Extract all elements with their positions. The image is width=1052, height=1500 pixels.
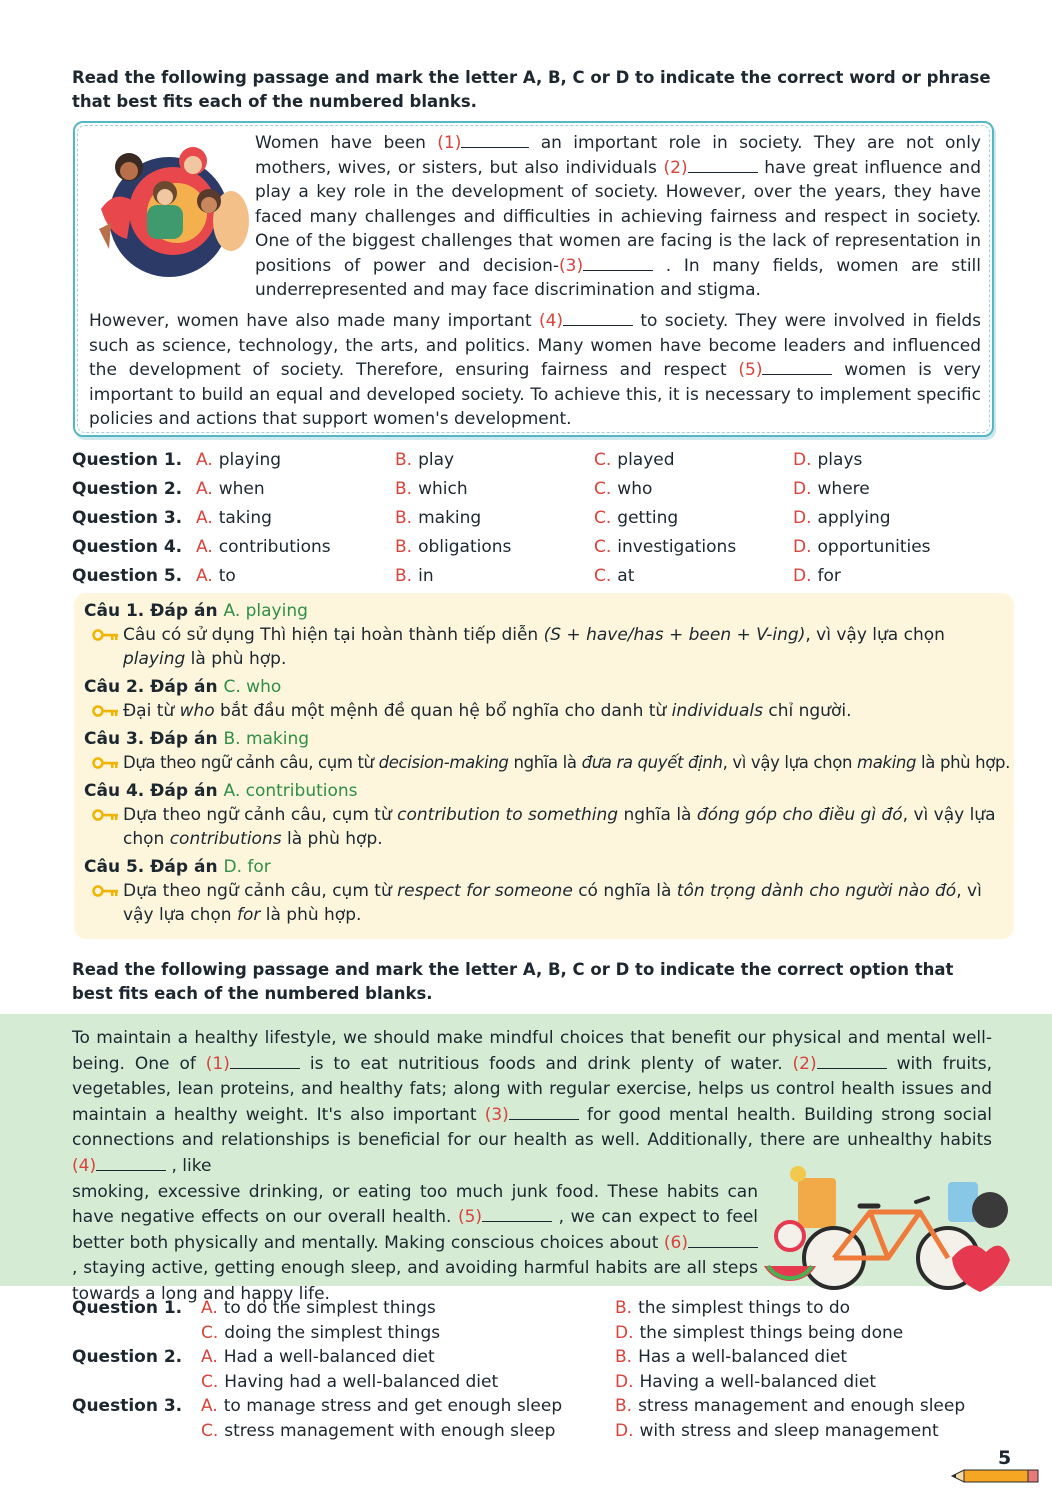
option-c[interactable]: C. who [594,479,653,500]
option-b[interactable]: B. the simplest things to do [615,1298,851,1318]
passage-2-box [0,1014,1052,1304]
option-a[interactable]: A. contributions [196,537,331,558]
page-number: 5 [998,1447,1012,1469]
blank-1 [230,1053,300,1069]
option-b[interactable]: B. obligations [395,537,512,558]
option-a[interactable]: A. taking [196,508,272,529]
key-icon [92,703,120,719]
question-row [72,533,992,562]
blank-5 [762,359,832,375]
option-d[interactable]: D. Having a well-balanced diet [615,1371,876,1392]
key-icon [92,883,120,899]
question-label: Question 2. [72,1347,183,1367]
option-d[interactable]: D. opportunities [793,537,931,558]
option-b[interactable]: B. in [395,566,434,587]
blank-number-5: (5) [738,360,763,380]
option-a[interactable]: A. to [196,566,236,587]
key-icon [92,755,120,771]
answer-heading-4: Câu 4. Đáp án A. contributions [84,781,358,801]
blank-number-1: (1) [437,133,462,153]
option-b[interactable]: B. play [395,450,455,471]
option-c[interactable]: C. investigations [594,537,737,558]
key-icon [92,807,120,823]
instruction-1: Read the following passage and mark the letter A, B, C or D to indicate the correct word or phrase that best fits each of the numbered blanks. [72,68,991,111]
answer-explanation-1: Câu có sử dụng Thì hiện tại hoàn thành tiếp diễn (S + have/has + been + V-ing), vì vậy lựa chọn playing là phù hợp. [84,623,1004,671]
passage-1-paragraph-1: Women have been (1) an important role in society. They are not only mothers, wives, or sisters, but also individuals (2) have great influence and play a key role in the development of society. However, over the years, they have faced many challenges and difficulties in achieving fairness and respect in society. One of the biggest challenges that women are facing is the lack of representation in positions of power and decision-(3) . In many fields, women are still underrepresented and may face discrimination and stigma. [255,133,981,300]
option-d[interactable]: D. with stress and sleep management [615,1420,939,1441]
blank-number-1: (1) [205,1053,230,1074]
answer-explanation-4: Dựa theo ngữ cảnh câu, cụm từ contribution to something nghĩa là đóng góp cho điều gì đó, vì vậy lựa chọn contributions là phù hợp. [84,803,1004,851]
blank-number-4: (4) [72,1155,97,1176]
answer-explanation-5: Dựa theo ngữ cảnh câu, cụm từ respect for someone có nghĩa là tôn trọng dành cho người nào đó, vì vậy lựa chọn for là phù hợp. [84,879,1004,927]
blank-3 [583,255,653,271]
blank-4 [563,310,633,326]
answer-heading-2: Câu 2. Đáp án C. who [84,677,282,697]
option-a[interactable]: A. to manage stress and get enough sleep [201,1396,563,1416]
passage-1-paragraph-2: However, women have also made many important (4) to society. They were involved in fields such as science, technology, the arts, and politics. Many women have become leaders and influenced the development of society. Therefore, ensuring fairness and respect (5) women is very important to build an equal and developed society. To achieve this, it is necessary to implement specific policies and actions that support women's development. [89,311,981,429]
blank-6 [688,1232,758,1248]
women-illustration-icon [81,139,249,279]
option-a[interactable]: A. when [196,479,265,500]
question-row [72,446,992,475]
blank-2 [817,1053,887,1069]
answer-key-box [74,593,1014,939]
option-c[interactable]: C. stress management with enough sleep [201,1420,556,1441]
blank-number-3: (3) [484,1104,509,1125]
option-d[interactable]: D. plays [793,450,863,471]
blank-number-6: (6) [663,1232,688,1253]
question-label: Question 3. [72,508,183,529]
option-b[interactable]: B. Has a well-balanced diet [615,1347,848,1367]
passage-1-box [73,121,994,437]
answer-explanation-2: Đại từ who bắt đầu một mệnh đề quan hệ bổ nghĩa cho danh từ individuals chỉ người. [84,699,1004,723]
blank-5 [482,1206,552,1222]
question-row [72,1296,992,1321]
blank-number-3: (3) [559,255,584,276]
answer-explanation-3: Dựa theo ngữ cảnh câu, cụm từ decision-making nghĩa là đưa ra quyết định, vì vậy lựa chọn making là phù hợp. [84,751,1004,775]
blank-2 [688,157,758,173]
question-row [72,1345,992,1370]
passage-2-text: To maintain a healthy lifestyle, we should make mindful choices that benefit our physical and mental well-being. One of (1) is to eat nutritious foods and drink plenty of water. (2) with fruits, vegetables, lean proteins, and healthy fats; along with regular exercise, helps us control health issues and maintain a healthy weight. It's also important (3) for good mental health. Building strong social connections and relationships is beneficial for our health as well. Additionally, there are unhealthy habits (4) , like smoking, excessive drinking, or eating too much junk food. These habits can have negative effects on our overall health. (5) , we can expect to feel better both physically and mentally. Making conscious choices about (6) , staying active, getting enough sleep, and avoiding harmful habits are all steps towards a long and happy life. [72,1028,993,1304]
answer-heading-5: Câu 5. Đáp án D. for [84,857,271,877]
question-label: Question 5. [72,566,183,587]
question-label: Question 3. [72,1396,183,1416]
option-d[interactable]: D. applying [793,508,891,529]
blank-3 [509,1104,579,1120]
option-d[interactable]: D. for [793,566,841,587]
question-list-2 [72,1296,992,1443]
question-label: Question 4. [72,537,183,558]
option-b[interactable]: B. making [395,508,482,529]
blank-number-2: (2) [792,1053,817,1074]
option-c[interactable]: C. Having had a well-balanced diet [201,1371,499,1392]
option-c[interactable]: C. getting [594,508,679,529]
question-row [72,504,992,533]
question-row [72,1419,992,1444]
option-d[interactable]: D. where [793,479,870,500]
blank-number-5: (5) [457,1207,483,1228]
question-row [72,475,992,504]
answer-heading-3: Câu 3. Đáp án B. making [84,729,310,749]
question-label: Question 1. [72,450,183,471]
blank-4 [96,1155,166,1171]
question-row [72,1370,992,1395]
option-c[interactable]: C. doing the simplest things [201,1322,441,1343]
key-icon [92,627,120,643]
instruction-2: Read the following passage and mark the letter A, B, C or D to indicate the correct option that best fits each of the numbered blanks. [72,960,954,1003]
option-d[interactable]: D. the simplest things being done [615,1322,904,1343]
question-label: Question 2. [72,479,183,500]
blank-number-4: (4) [538,311,564,331]
option-a[interactable]: A. playing [196,450,282,471]
option-b[interactable]: B. which [395,479,468,500]
question-list-1 [72,446,992,591]
question-label: Question 1. [72,1298,183,1318]
option-a[interactable]: A. to do the simplest things [201,1298,436,1318]
blank-1 [461,132,529,148]
option-c[interactable]: C. at [594,566,635,587]
blank-number-2: (2) [663,157,688,178]
option-a[interactable]: A. Had a well-balanced diet [201,1347,435,1367]
question-row [72,1394,992,1419]
option-c[interactable]: C. played [594,450,675,471]
answer-heading-1: Câu 1. Đáp án A. playing [84,601,308,621]
question-row [72,562,992,591]
pencil-icon [950,1468,1042,1484]
question-row [72,1321,992,1346]
option-b[interactable]: B. stress management and enough sleep [615,1396,966,1416]
healthy-lifestyle-bicycle-icon [760,1162,1010,1292]
